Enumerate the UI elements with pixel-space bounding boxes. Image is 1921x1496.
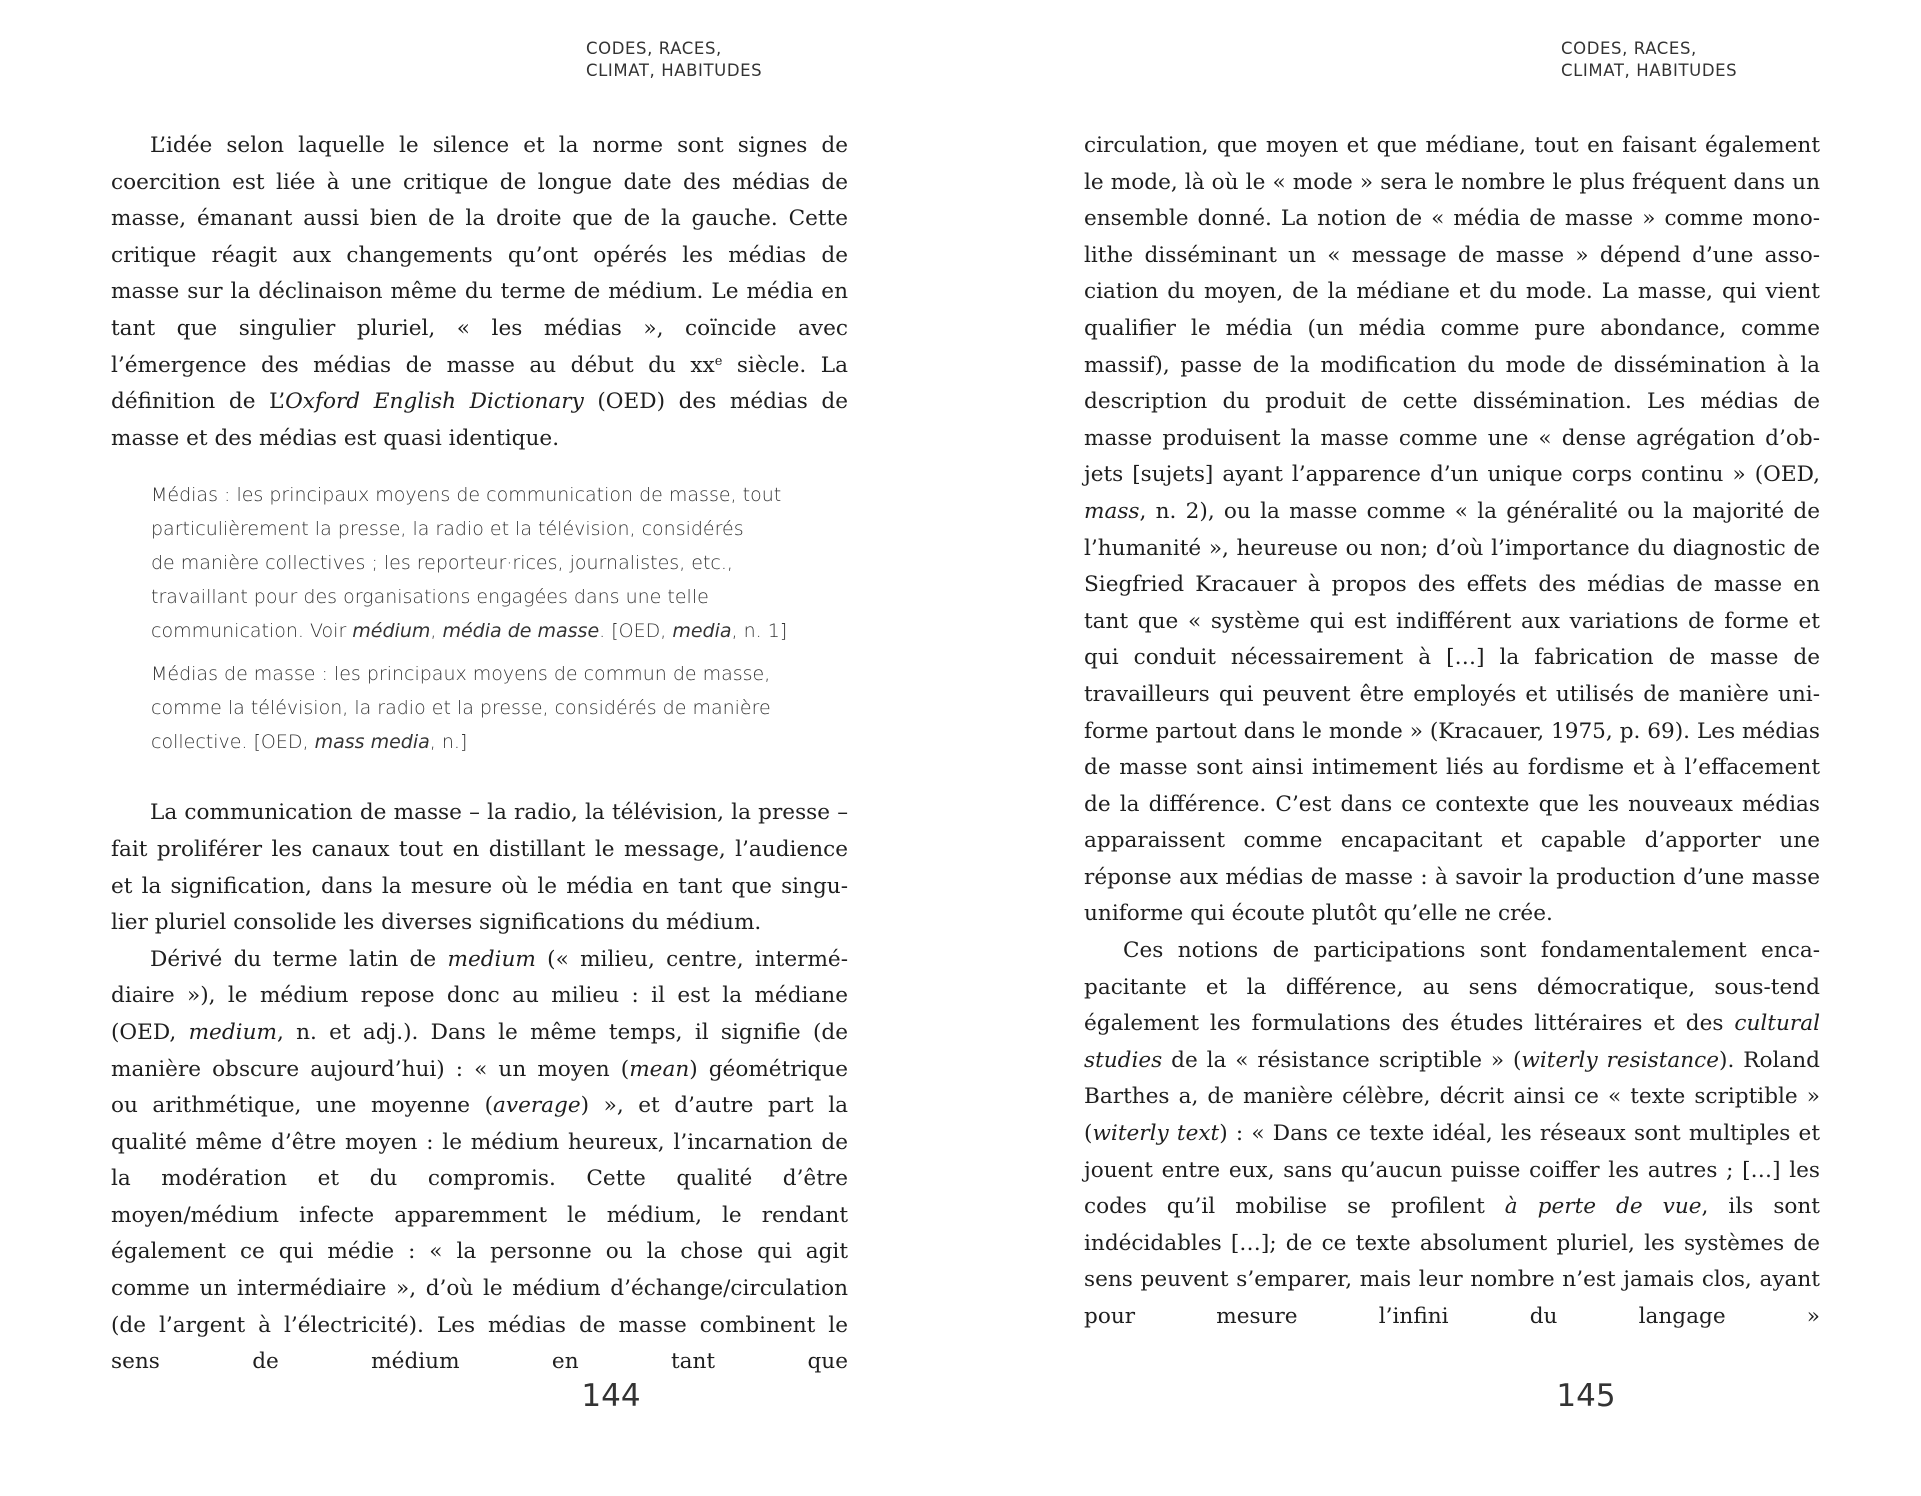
right-page [961, 0, 1921, 1496]
paragraph: Ces notions de participations sont fondamentalement encapacitante et la différence, au sens démocratique, sous-tend également les formulations des études littéraires et des cultural studies de la « résistance scriptible » (witerly resistance). Roland Barthes a, de manière célèbre, décrit ainsi ce « texte scriptible » (witerly text) : « Dans ce texte idéal, les réseaux sont multiples et jouent entre eux, sans qu’aucun puisse coiffer les autres ; […] les codes qu’il mobilise se profilent à perte de vue, ils sont indécidables […]; de ce texte absolument pluriel, les systèmes de sens peuvent s’emparer, mais leur nombre n’est jamais clos, ayant pour mesure l’infini du langage » [1084, 938, 1820, 1329]
paragraph: L’idée selon laquelle le silence et la norme sont signes de coercition est liée à une critique de longue date des médias de masse, émanant aussi bien de la droite que de la gauche. Cette critique réagit aux changements qu’ont opérés les médias de masse sur la déclinaison même du terme de médium. Le média en tant que singulier pluriel, « les médias », coïncide avec l’émergence des médias de masse au début du $xx^e$ siècle. La définition de L’Oxford English Dictionary (OED) des médias de masse et des médias est quasi identique. [111, 133, 848, 451]
block-quote [151, 478, 848, 759]
body-text [1084, 128, 1820, 1336]
paragraph: circulation, que moyen et que médiane, tout en faisant également le mode, là où le « mode » sera le nombre le plus fréquent dans un ensemble donné. La notion de « média de masse » comme monolithe disséminant un « message de masse » dépend d’une association du moyen, de la médiane et du mode. La masse, qui vient qualifier le média (un média comme pure abondance, comme massif), passe de la modification du mode de dissémination à la description du produit de cette dissémination. Les médias de masse produisent la masse comme une « dense agrégation d’objets [sujets] ayant l’apparence d’un unique corps continu » (OED, mass, n. 2), ou la masse comme « la généralité ou la majorité de l’humanité », heureuse ou non; d’où l’importance du diagnostic de Siegfried Kracauer à propos des effets des médias de masse en tant que « système qui est indifférent aux variations de forme et qui conduit nécessairement à […] la fabrication de masse de travailleurs qui peuvent être employés et utilisés de manière uniforme partout dans le monde » (Kracauer, 1975, p. 69). Les médias de masse sont ainsi intimement liés au fordisme et à l’effacement de la différence. C’est dans ce contexte que les nouveaux médias apparaissent comme encapacitant et capable d’apporter une réponse aux médias de masse : à savoir la production d’une masse uniforme qui écoute plutôt qu’elle ne crée. [1084, 133, 1820, 927]
running-head: CODES, RACES, CLIMAT, HABITUDES [586, 39, 763, 80]
left-page [0, 0, 960, 1496]
page-number: 144 [581, 1378, 641, 1414]
running-head: CODES, RACES, CLIMAT, HABITUDES [1561, 39, 1738, 80]
quote-paragraph: Médias de masse : les principaux moyens de commun de masse, comme la télévision, la radio et la presse, considérés de manière collective. [OED, mass media, n.] [151, 663, 771, 754]
body-text [111, 128, 848, 1381]
quote-paragraph: Médias : les principaux moyens de communication de masse, tout particulièrement la presse, la radio et la télévision, considérés de manière collectives ; les reporteur·rices, journalistes, etc., travaillant pour des organisations engagées dans une telle communication. Voir médium, média de masse. [OED, media, n. 1] [151, 484, 788, 643]
page-number: 145 [1556, 1378, 1616, 1414]
paragraph: La communication de masse – la radio, la télévision, la presse – fait proliférer les canaux tout en distillant le message, l’audience et la signification, dans la mesure où le média en tant que singulier pluriel consolide les diverses significations du médium. [111, 800, 848, 936]
paragraph: Dérivé du terme latin de medium (« milieu, centre, intermédiaire »), le médium repose donc au milieu : il est la médiane (OED, medium, n. et adj.). Dans le même temps, il signifie (de manière obscure aujourd’hui) : « un moyen (mean) géométrique ou arithmétique, une moyenne (average) », et d’autre part la qualité même d’être moyen : le médium heureux, l’incarnation de la modération et du compromis. Cette qualité d’être moyen/médium infecte apparemment le médium, le rendant également ce qui médie : « la personne ou la chose qui agit comme un intermédiaire », d’où le médium d’échange/circulation (de l’argent à l’électricité). Les médias de masse combinent le sens de médium en tant que [111, 946, 849, 1375]
